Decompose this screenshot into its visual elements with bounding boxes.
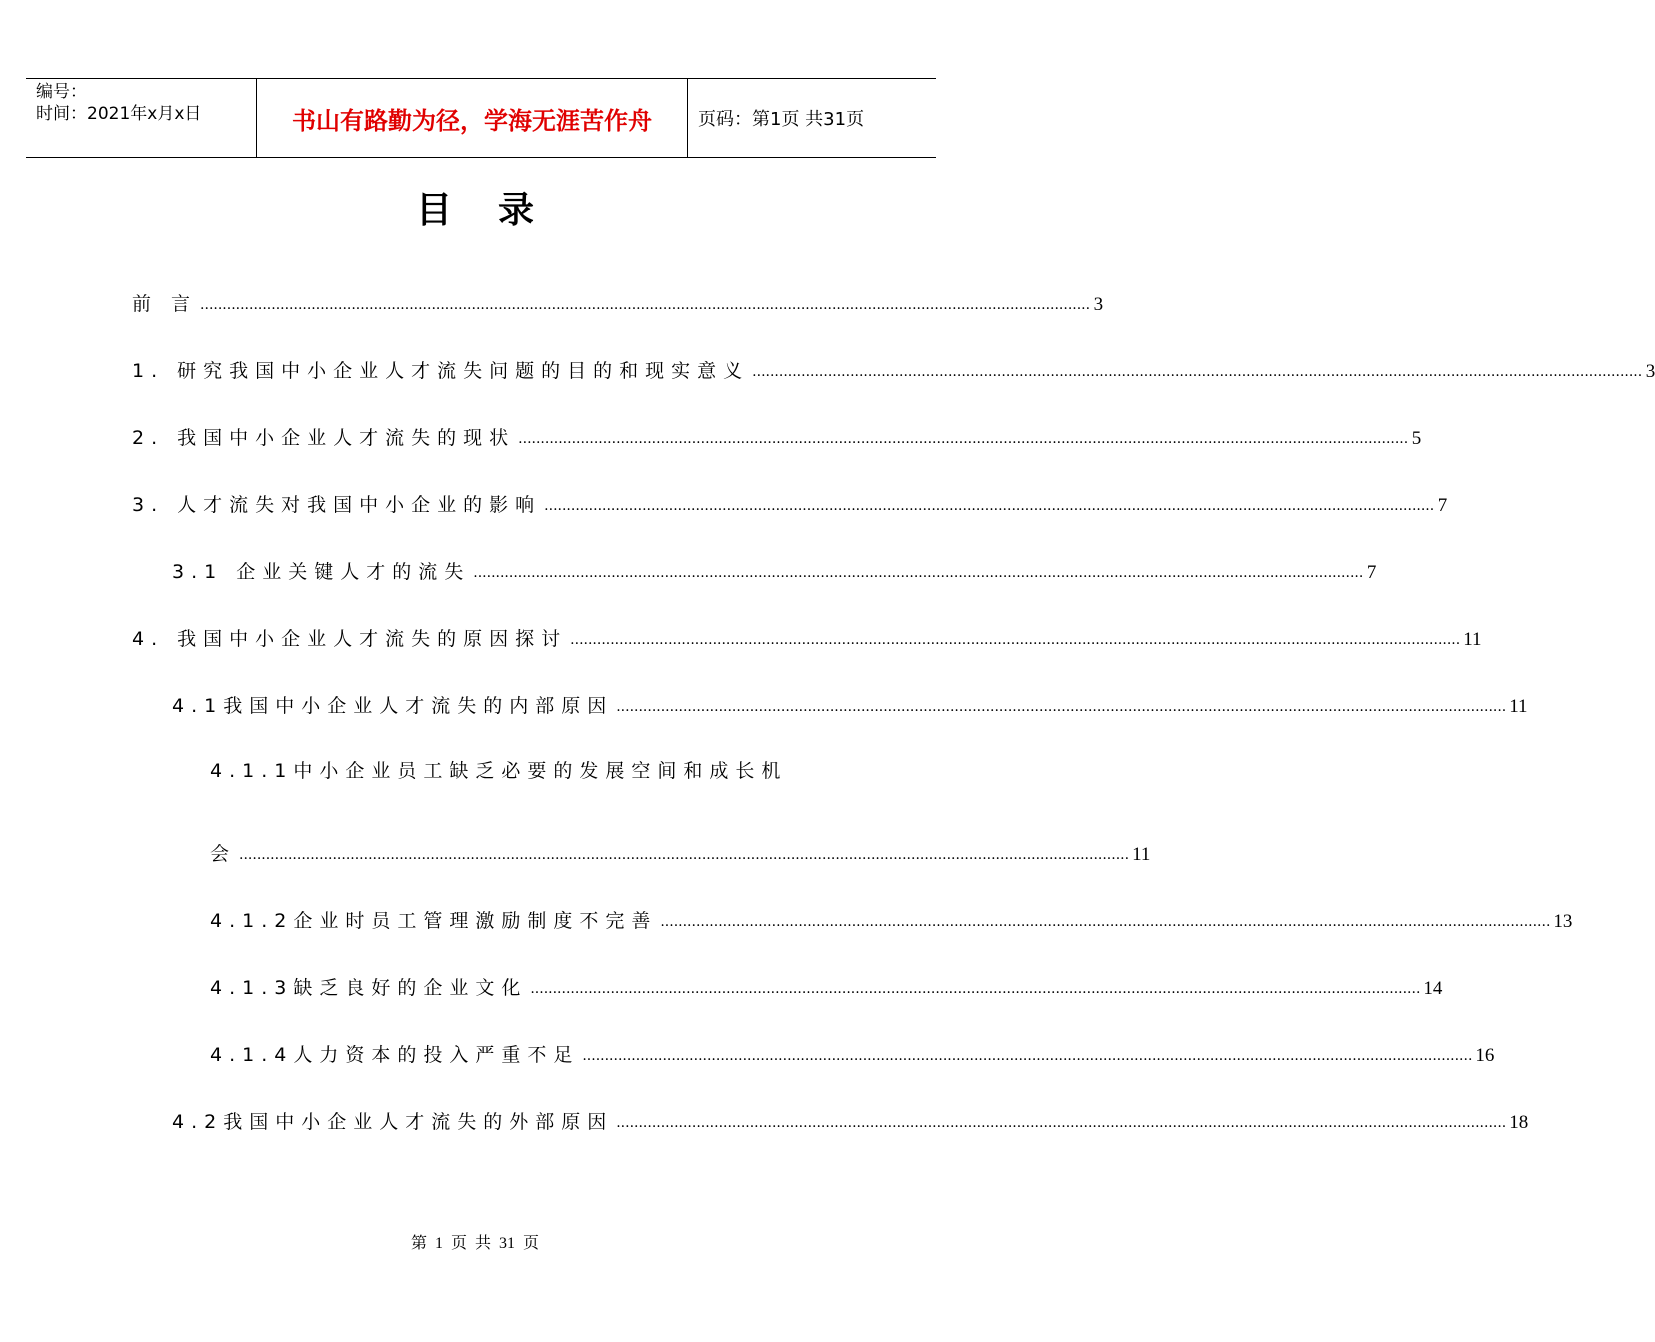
toc-entry[interactable]: [132, 416, 1422, 450]
toc-leader: ........................................................................................................................................................................................................: [570, 632, 1461, 648]
toc-entry-text: 4.1.3缺乏良好的企业文化: [210, 977, 528, 999]
toc-entry[interactable]: [172, 550, 1377, 584]
toc-leader: ........................................................................................................................................................................................................: [518, 431, 1409, 447]
toc-entry[interactable]: [210, 1033, 1495, 1067]
toc-leader: ........................................................................................................................................................................................................: [473, 565, 1364, 581]
toc-entry[interactable]: [132, 282, 1104, 316]
toc-leader: ........................................................................................................................................................................................................: [200, 297, 1091, 313]
toc-entry-text: 4. 我国中小企业人才流失的原因探讨: [132, 628, 568, 650]
toc-leader: ........................................................................................................................................................................................................: [239, 847, 1130, 863]
toc-entry-page: 3: [1645, 361, 1655, 382]
toc-entry[interactable]: [132, 483, 1448, 517]
toc-leader: ........................................................................................................................................................................................................: [582, 1048, 1473, 1064]
page-title: 目录: [415, 190, 580, 231]
toc-entry-page: 13: [1553, 911, 1573, 932]
toc-leader: ........................................................................................................................................................................................................: [616, 1115, 1507, 1131]
toc-entry-text: 3.1 企业关键人才的流失: [172, 561, 471, 583]
toc-entry-page: 18: [1509, 1112, 1529, 1133]
number-label: 编号：: [36, 82, 87, 102]
toc-entry-text: 4.1.2企业时员工管理激励制度不完善: [210, 910, 658, 932]
toc-entry-page: 7: [1366, 562, 1377, 583]
toc-entry[interactable]: [132, 617, 1482, 651]
toc-entry-page: 14: [1423, 978, 1443, 999]
page-header: [26, 78, 936, 158]
toc-entry-text: 4.1我国中小企业人才流失的内部原因: [172, 695, 614, 717]
toc-entry[interactable]: [132, 349, 1655, 383]
toc-leader: ........................................................................................................................................................................................................: [616, 699, 1507, 715]
toc-entry[interactable]: [210, 966, 1443, 1000]
toc-leader: ........................................................................................................................................................................................................: [530, 981, 1421, 997]
toc-entry-text: 2. 我国中小企业人才流失的现状: [132, 427, 516, 449]
toc-entry[interactable]: [210, 832, 1151, 866]
toc-entry-page: 16: [1475, 1045, 1495, 1066]
toc-entry[interactable]: [172, 684, 1528, 718]
toc-entry-page: 11: [1509, 696, 1528, 717]
toc-leader: ........................................................................................................................................................................................................: [544, 498, 1435, 514]
toc-entry-page: 11: [1463, 629, 1482, 650]
toc-entry-text: 4.2我国中小企业人才流失的外部原因: [172, 1111, 614, 1133]
toc-entry[interactable]: [210, 899, 1573, 933]
toc-entry-page: 3: [1093, 294, 1104, 315]
toc-entry-text: 会: [210, 843, 237, 865]
toc-entry-text: 前 言: [132, 293, 198, 315]
toc-entry-text: 1. 研究我国中小企业人才流失问题的目的和现实意义: [132, 360, 750, 382]
toc-entry-page: 7: [1437, 495, 1448, 516]
toc-leader: ........................................................................................................................................................................................................: [660, 914, 1551, 930]
toc-entry-text: 4.1.4人力资本的投入严重不足: [210, 1044, 580, 1066]
toc-entry-text-line1[interactable]: 4.1.1中小企业员工缺乏必要的发展空间和成长机: [210, 760, 788, 782]
time-label: 时间：2021年x月x日: [36, 104, 202, 124]
toc-entry-page: 5: [1411, 428, 1422, 449]
header-page-info: 页码：第1页 共31页: [698, 109, 865, 130]
toc-leader: ........................................................................................................................................................................................................: [752, 364, 1643, 380]
toc-entry-page: 11: [1132, 844, 1151, 865]
toc-entry[interactable]: [172, 1100, 1529, 1134]
header-motto: 书山有路勤为径，学海无涯苦作舟: [257, 79, 688, 157]
toc-entry-text: 3. 人才流失对我国中小企业的影响: [132, 494, 542, 516]
page-footer: 第 1 页 共 31 页: [410, 1235, 539, 1252]
header-meta: [26, 79, 257, 157]
